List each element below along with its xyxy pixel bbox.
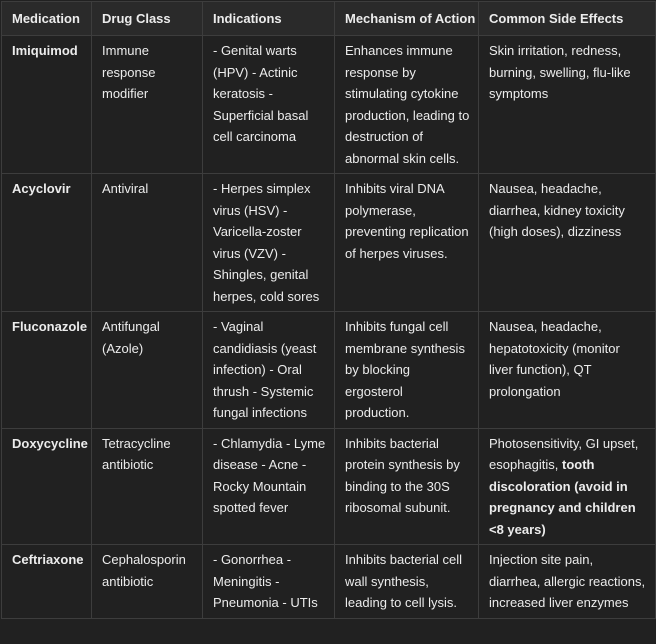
side-effects-plain-text: Photosensitivity, GI upset, esophagitis, [489,435,639,472]
cell-side-effects: Nausea, headache, diarrhea, kidney toxicity (high doses), dizziness [479,174,656,312]
table-row [2,174,656,312]
medication-table-container [1,1,655,619]
cell-mechanism: Inhibits bacterial cell wall synthesis, leading to cell lysis. [335,545,479,619]
header-row [2,2,656,36]
table-row [2,312,656,429]
cell-side-effects [479,428,656,545]
cell-drug-class: Tetracycline antibiotic [92,428,203,545]
cell-indications: - Gonorrhea - Meningitis - Pneumonia - UTIs [203,545,335,619]
medication-table [1,1,656,619]
cell-mechanism: Inhibits bacterial protein synthesis by binding to the 30S ribosomal subunit. [335,428,479,545]
cell-medication: Imiquimod [2,36,92,174]
header-indications: Indications [203,2,335,36]
cell-drug-class: Antifungal (Azole) [92,312,203,429]
table-header [2,2,656,36]
cell-side-effects: Injection site pain, diarrhea, allergic reactions, increased liver enzymes [479,545,656,619]
header-mechanism: Mechanism of Action [335,2,479,36]
cell-indications: - Chlamydia - Lyme disease - Acne - Rocky Mountain spotted fever [203,428,335,545]
cell-medication: Fluconazole [2,312,92,429]
table-row [2,428,656,545]
cell-drug-class: Antiviral [92,174,203,312]
header-drug-class: Drug Class [92,2,203,36]
cell-medication: Acyclovir [2,174,92,312]
cell-medication: Ceftriaxone [2,545,92,619]
cell-mechanism: Inhibits viral DNA polymerase, preventing replication of herpes viruses. [335,174,479,312]
cell-side-effects: Skin irritation, redness, burning, swelling, flu-like symptoms [479,36,656,174]
cell-indications: - Genital warts (HPV) - Actinic keratosis - Superficial basal cell carcinoma [203,36,335,174]
header-medication: Medication [2,2,92,36]
cell-side-effects: Nausea, headache, hepatotoxicity (monitor liver function), QT prolongation [479,312,656,429]
table-row [2,545,656,619]
cell-mechanism: Enhances immune response by stimulating cytokine production, leading to destruction of abnormal skin cells. [335,36,479,174]
cell-indications: - Herpes simplex virus (HSV) - Varicella-zoster virus (VZV) - Shingles, genital herpes, cold sores [203,174,335,312]
cell-drug-class: Immune response modifier [92,36,203,174]
table-body [2,36,656,619]
table-row [2,36,656,174]
cell-medication: Doxycycline [2,428,92,545]
cell-drug-class: Cephalosporin antibiotic [92,545,203,619]
side-effects-bold-warning: tooth discoloration (avoid in pregnancy and children <8 years) [489,457,636,537]
header-side-effects: Common Side Effects [479,2,656,36]
cell-mechanism: Inhibits fungal cell membrane synthesis by blocking ergosterol production. [335,312,479,429]
cell-indications: - Vaginal candidiasis (yeast infection) - Oral thrush - Systemic fungal infections [203,312,335,429]
